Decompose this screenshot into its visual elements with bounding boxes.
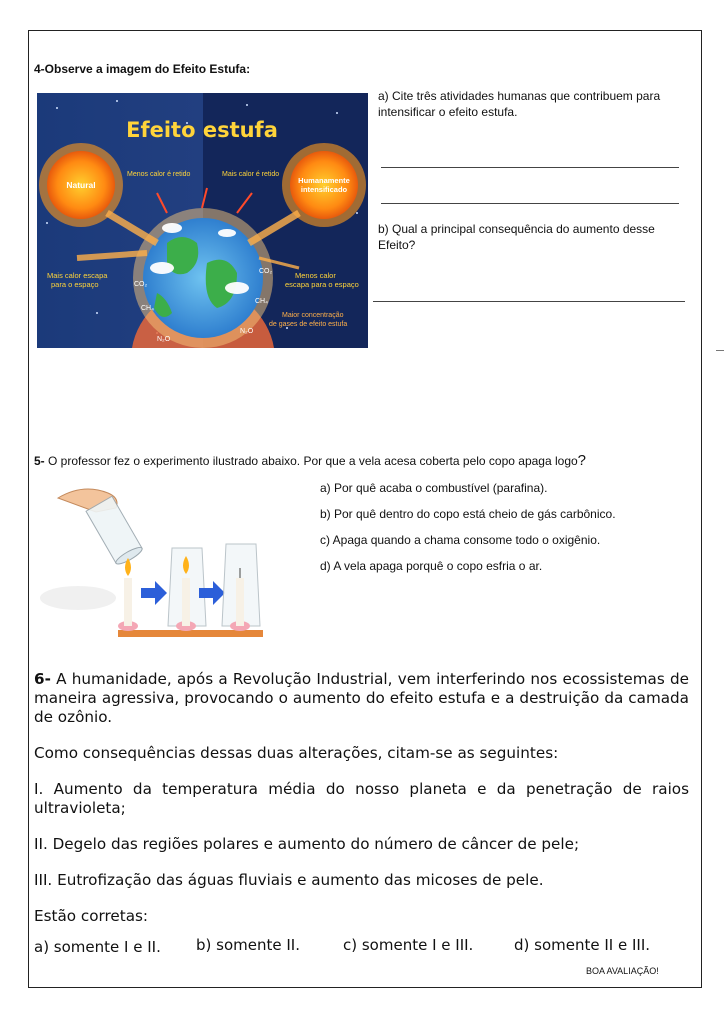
alternative-6d[interactable]: d) somente II e III. [514,936,651,954]
answer-line-4a-2[interactable] [381,203,679,204]
alternative-6b[interactable]: b) somente II. [196,936,300,954]
label-less-heat-escapes: Menos calor escapa para o espaço [285,271,359,289]
question-5-options [320,480,616,584]
question-6-item-1: I. Aumento da temperatura média do nosso planeta e da penetração de raios ultravioleta; [34,780,689,817]
question-6-prompt: Estão corretas: [34,907,149,925]
answer-line-4a-1[interactable] [381,167,679,168]
label-less-heat-retained: Menos calor é retido [127,171,191,178]
question-4-title: 4-Observe a imagem do Efeito Estufa: [34,62,251,76]
label-n2o-left: N₂O [157,336,171,343]
label-gas-concentration: Maior concentração de gases de efeito estufa [269,312,348,328]
label-n2o-right: N₂O [240,328,254,335]
alternative-6a[interactable]: a) somente I e II. [34,938,161,956]
question-6-item-3: III. Eutrofização das águas fluviais e aumento das micoses de pele. [34,871,544,889]
question-5-stem: 5- O professor fez o experimento ilustrado abaixo. Por que a vela acesa coberta pelo copo apaga logo? [34,452,587,469]
label-more-heat-retained: Mais calor é retido [222,171,280,178]
label-more-heat-escapes: Mais calor escapa para o espaço [47,271,108,289]
edge-mark [716,350,724,351]
option-5a[interactable]: a) Por quê acaba o combustível (parafina). [320,481,548,495]
candle-1 [118,558,138,631]
illustration-title: Efeito estufa [126,118,278,142]
option-5d[interactable]: d) A vela apaga porquê o copo esfria o ar. [320,559,543,573]
question-6 [34,670,689,943]
answer-line-4b[interactable] [373,301,685,302]
label-co2-left: CO₂ [134,281,148,288]
question-6-item-2: II. Degelo das regiões polares e aumento do número de câncer de pele; [34,835,580,853]
candle-experiment-illustration [38,478,268,643]
label-natural: Natural [66,180,96,190]
greenhouse-effect-illustration [37,93,368,348]
option-5c[interactable]: c) Apaga quando a chama consome todo o oxigênio. [320,533,601,547]
footer-good-luck: BOA AVALIAÇÃO! [586,966,659,976]
label-human-intensified: Humanamente intensificado [298,176,350,194]
label-ch4-right: CH₄ [255,298,268,305]
question-4a: a) Cite três atividades humanas que contribuem para intensificar o efeito estufa. [378,89,661,119]
question-6-lead: Como consequências dessas duas alterações, citam-se as seguintes: [34,744,559,762]
question-4b: b) Qual a principal consequência do aumento desse Efeito? [378,222,655,252]
label-co2-right: CO₂ [259,268,273,275]
base-plate [118,630,263,637]
alternative-6c[interactable]: c) somente I e III. [343,936,474,954]
question-6-intro: 6- A humanidade, após a Revolução Industrial, vem interferindo nos ecossistemas de maneira agressiva, provocando o aumento do efeito estufa e a destruição da camada de ozônio. [34,670,689,726]
arrow-1-icon [141,581,167,605]
candle-3 [222,544,260,631]
earth-globe [143,218,263,338]
option-5b[interactable]: b) Por quê dentro do copo está cheio de gás carbônico. [320,507,616,521]
label-ch4-left: CH₄ [141,305,154,312]
